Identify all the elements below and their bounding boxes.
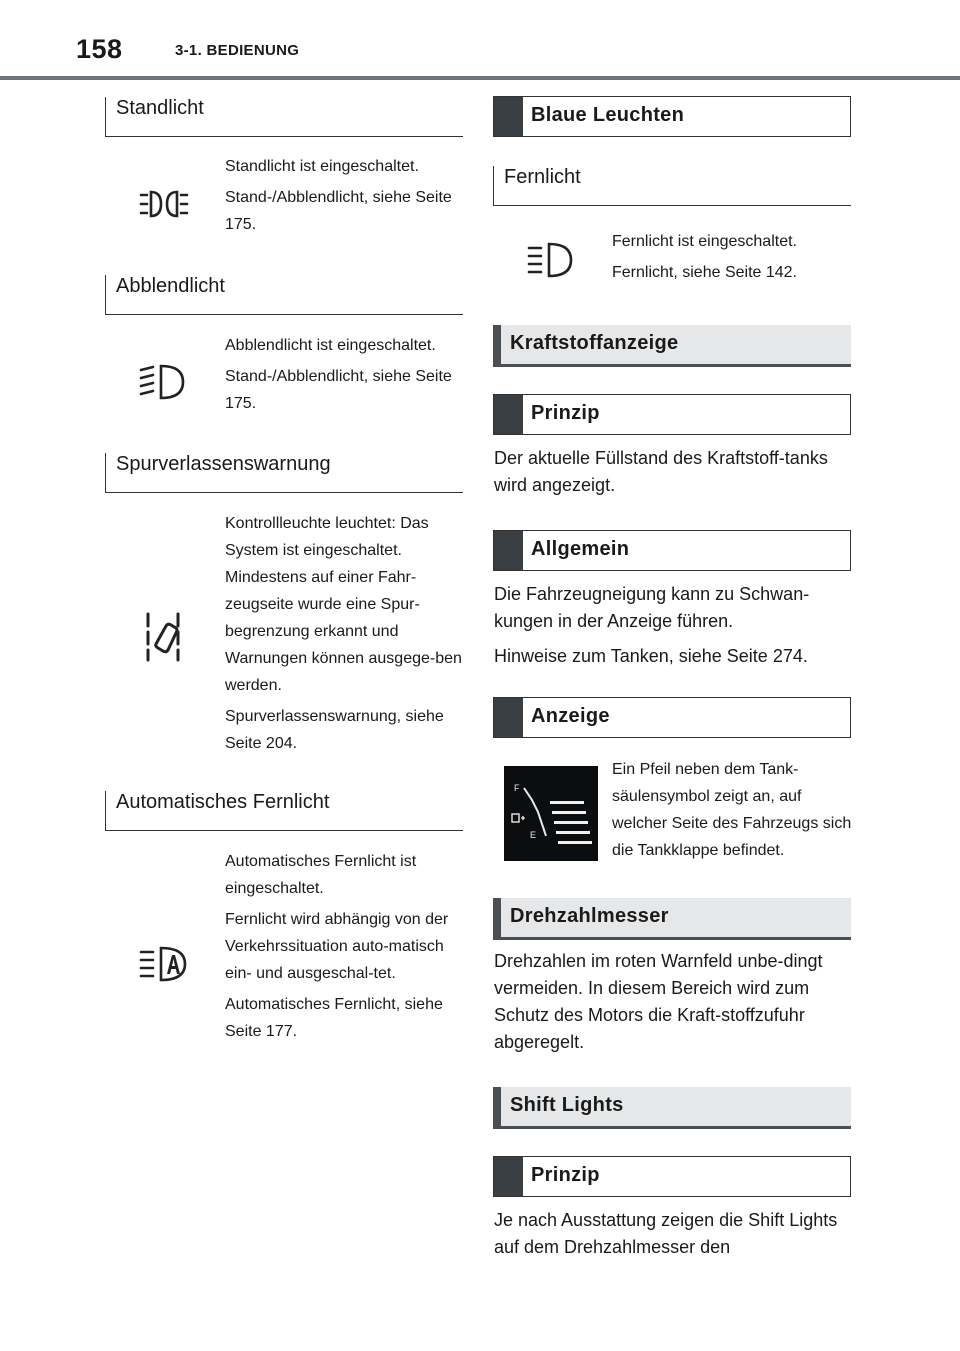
low-beam-icon [139, 362, 187, 402]
spur-line: Spurverlassenswarnung, siehe Seite 204. [225, 708, 444, 752]
heading-shift-lights [493, 1087, 851, 1129]
fernlicht-line: Fernlicht ist eingeschaltet. [612, 233, 797, 250]
anzeige-description [612, 756, 852, 868]
auto-high-beam-icon [139, 944, 189, 984]
spur-line: Kontrollleuchte leuchtet: Das System ist eingeschaltet. Mindestens auf einer Fahr-zeugseite wurde eine Spur-begrenzung erkannt und Warnungen können ausgege-ben werden. [225, 515, 462, 694]
abblendlicht-line: Stand-/Abblendlicht, siehe Seite 175. [225, 368, 452, 412]
paragraph: Die Fahrzeugneigung kann zu Schwan-kungen in der Anzeige führen. [494, 584, 810, 631]
high-beam-icon [527, 240, 575, 280]
section-title-spurverlassenswarnung: Spurverlassenswarnung [105, 453, 463, 493]
lane-departure-icon [144, 612, 184, 662]
header-rule [0, 76, 960, 80]
anzeige-line: Ein Pfeil neben dem Tank-säulensymbol zeigt an, auf welcher Seite des Fahrzeugs sich die Tankklappe befindet. [612, 761, 852, 859]
heading-tab [493, 325, 501, 364]
heading-label: Blaue Leuchten [531, 104, 685, 126]
spur-description [225, 510, 465, 761]
page-header [0, 0, 960, 80]
heading-label: Prinzip [531, 402, 600, 424]
allgemein-text [494, 581, 854, 678]
paragraph: Drehzahlen im roten Warnfeld unbe-dingt vermeiden. In diesem Bereich wird zum Schutz des Motors die Kraft-stoffzufuhr abgeregelt. [494, 951, 823, 1052]
fernlicht-description [612, 228, 852, 290]
auto-description [225, 848, 465, 1049]
heading-label: Shift Lights [510, 1094, 624, 1116]
standlicht-line: Standlicht ist eingeschaltet. [225, 158, 419, 175]
heading-label: Anzeige [531, 705, 610, 727]
section-title-fernlicht: Fernlicht [493, 166, 851, 206]
drehzahl-text [494, 948, 854, 1064]
heading-prinzip-shift [493, 1156, 851, 1197]
paragraph: Der aktuelle Füllstand des Kraftstoff-tanks wird angezeigt. [494, 448, 828, 495]
paragraph: Je nach Ausstattung zeigen die Shift Lights auf dem Drehzahlmesser den [494, 1210, 838, 1257]
shift-prinzip-text [494, 1207, 854, 1269]
fuel-gauge-e-label: E [530, 830, 537, 840]
auto-line: Automatisches Fernlicht, siehe Seite 177. [225, 996, 443, 1040]
paragraph: Hinweise zum Tanken, siehe Seite 274. [494, 646, 808, 666]
heading-blaue-leuchten [493, 96, 851, 137]
standlicht-line: Stand-/Abblendlicht, siehe Seite 175. [225, 189, 452, 233]
fuel-gauge-f-label: F [514, 783, 520, 793]
heading-tab [494, 1157, 523, 1196]
heading-anzeige [493, 697, 851, 738]
auto-line: Automatisches Fernlicht ist eingeschaltet. [225, 853, 417, 897]
abblendlicht-description [225, 332, 465, 421]
heading-label: Kraftstoffanzeige [510, 332, 679, 354]
heading-label: Drehzahlmesser [510, 905, 669, 927]
heading-kraftstoffanzeige [493, 325, 851, 367]
prinzip-text [494, 445, 854, 507]
fuel-gauge-image [504, 766, 598, 861]
heading-label: Prinzip [531, 1164, 600, 1186]
heading-tab [494, 97, 523, 136]
heading-tab [493, 1087, 501, 1126]
parking-light-icon [139, 186, 189, 222]
heading-tab [494, 698, 523, 737]
abblendlicht-line: Abblendlicht ist eingeschaltet. [225, 337, 436, 354]
fernlicht-line: Fernlicht, siehe Seite 142. [612, 264, 797, 281]
heading-tab [493, 898, 501, 937]
section-title-automatisches-fernlicht: Automatisches Fernlicht [105, 791, 463, 831]
standlicht-description [225, 153, 465, 242]
auto-line: Fernlicht wird abhängig von der Verkehrssituation auto-matisch ein- und ausgeschal-tet. [225, 911, 449, 982]
heading-label: Allgemein [531, 538, 630, 560]
heading-prinzip [493, 394, 851, 435]
heading-tab [494, 531, 523, 570]
section-title-abblendlicht: Abblendlicht [105, 275, 463, 315]
heading-drehzahlmesser [493, 898, 851, 940]
section-title-standlicht: Standlicht [105, 97, 463, 137]
chapter-title: 3-1. BEDIENUNG [175, 42, 300, 59]
page-number: 158 [76, 34, 123, 64]
heading-tab [494, 395, 523, 434]
heading-allgemein [493, 530, 851, 571]
